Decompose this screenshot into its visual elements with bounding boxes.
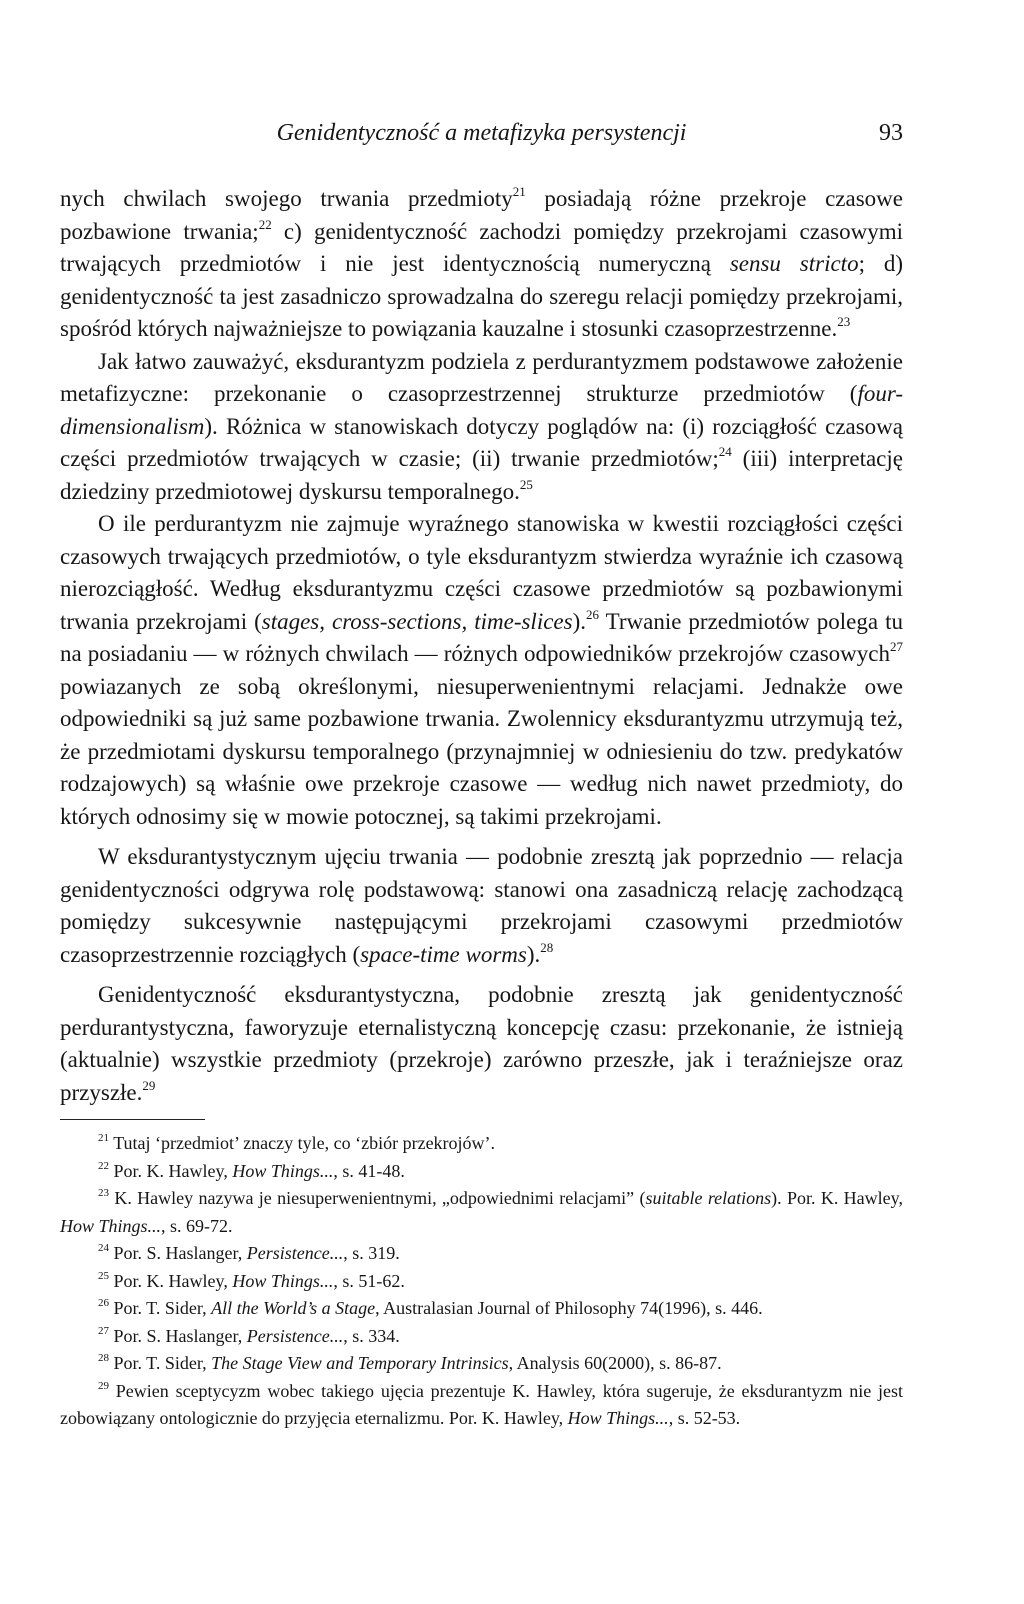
footnote-text: , s. 334.: [343, 1325, 400, 1346]
footnote-number: 21: [98, 1132, 109, 1144]
footnote-title: How Things...: [60, 1215, 162, 1236]
footnote-text: Por. S. Haslanger,: [113, 1243, 247, 1263]
footnote-title: All the World’s a Stage: [211, 1298, 376, 1318]
footnote-text: Por. T. Sider,: [113, 1298, 212, 1318]
footnote-divider: [60, 1119, 205, 1120]
footnote-text: ). Por. K. Hawley,: [771, 1188, 903, 1208]
paragraph-2: [60, 346, 903, 509]
italic-term: space-time worms: [360, 941, 527, 967]
footnote-title: How Things...: [232, 1270, 334, 1291]
footnote-26: [60, 1295, 903, 1323]
text-run: ; d) genidentyczność ta jest zasadniczo sprowadzalna do szeregu relacji pomiędzy przekrojami, spośród których najważniejsze to powiązania kauzalne i stosunki czasoprzestrzenne.: [60, 251, 903, 341]
paragraph-5: [60, 979, 903, 1109]
text-run: Genidentyczność eksdurantystyczna, podobnie zresztą jak genidentyczność perdurantystyczna, faworyzuje eternalistyczną koncepcję czasu: przekonanie, że istnieją (aktualnie) wszystkie przedmioty (przekroje) zarówno przeszłe, jak i teraźniejsze oraz przyszłe.: [60, 982, 903, 1105]
footnote-27: [60, 1323, 903, 1351]
page-number: 93: [879, 120, 903, 146]
text-run: Jak łatwo zauważyć, eksdurantyzm podziela z perdurantyzmem podstawowe założenie metafizyczne: przekonanie o czasoprzestrzennej strukturze przedmiotów (: [60, 348, 903, 406]
text-run: Trwanie przedmiotów polega tu na posiadaniu — w różnych chwilach — różnych odpowiedników przekrojów czasowych: [60, 608, 903, 666]
text-run: (iii) interpretację dziedziny przedmiotowej dyskursu temporalnego.: [60, 446, 903, 504]
footnote-title: How Things...: [567, 1408, 669, 1428]
footnote-23: [60, 1185, 903, 1240]
footnote-number: 28: [98, 1352, 109, 1364]
text-run: c) genidentyczność zachodzi pomiędzy przekrojami czasowymi trwających przedmiotów i nie jest identycznością numeryczną: [60, 218, 903, 276]
footnote-number: 23: [98, 1187, 109, 1199]
footnote-text: Por. S. Haslanger,: [113, 1325, 247, 1346]
text-run: nych chwilach swojego trwania przedmioty: [60, 186, 513, 211]
footnote-number: 22: [98, 1159, 109, 1172]
footnote-28: [60, 1350, 903, 1378]
footnote-22: [60, 1158, 903, 1186]
footnote-ref[interactable]: 24: [718, 444, 732, 459]
footnote-title: suitable relations: [645, 1188, 772, 1208]
footnote-title: The Stage View and Temporary Intrinsics: [211, 1353, 509, 1373]
footnote-24: [60, 1240, 903, 1268]
footnote-text: Tutaj ‘przedmiot’ znaczy tyle, co ‘zbiór przekrojów’.: [113, 1133, 496, 1153]
text-run: W eksdurantystycznym ujęciu trwania — podobnie zresztą jak poprzednio — relacja genidentyczności odgrywa rolę podstawową: stanowi ona zasadniczą relację zachodzącą pomiędzy sukcesywnie następującymi przekrojami czasowymi przedmiotów czasoprzestrzennie rozciągłych (: [60, 844, 903, 967]
footnotes: [60, 1130, 903, 1433]
footnote-text: Por. T. Sider,: [113, 1353, 212, 1373]
text-run: ).: [526, 941, 541, 967]
text-run: ). Różnica w stanowiskach dotyczy poglądów na: (i) rozciągłość czasową części przedmiotów trwających w czasie; (ii) trwanie przedmiotów;: [60, 413, 903, 471]
footnote-ref[interactable]: 22: [258, 216, 272, 232]
footnote-ref[interactable]: 26: [586, 606, 600, 622]
text-run: powiazanych ze sobą określonymi, niesuperwenientnymi relacjami. Jednakże owe odpowiedniki są już same pozbawione trwania. Zwolennicy eksdurantyzmu utrzymują też, że przedmiotami dyskursu temporalnego (przynajmniej w odniesieniu do tzw. predykatów rodzajowych) są właśnie owe przekroje czasowe — według nich nawet przedmioty, do których odnosimy się w mowie potocznej, są takimi przekrojami.: [60, 673, 903, 829]
footnote-text: , s. 41-48.: [333, 1160, 405, 1181]
footnote-title: How Things...: [232, 1160, 334, 1181]
footnote-ref[interactable]: 23: [837, 314, 851, 329]
footnote-ref[interactable]: 29: [142, 1077, 156, 1093]
page-header: [60, 118, 903, 148]
footnote-number: 27: [98, 1324, 109, 1337]
footnote-25: [60, 1268, 903, 1296]
footnote-text: , s. 52-53.: [668, 1408, 741, 1428]
footnote-number: 29: [98, 1379, 109, 1392]
footnote-ref[interactable]: 28: [540, 939, 554, 955]
footnote-ref[interactable]: 27: [890, 639, 903, 654]
text-run: ).: [572, 608, 587, 634]
footnote-text: Pewien sceptycyzm wobec takiego ujęcia prezentuje K. Hawley, która sugeruje, że eksdurantyzm nie jest zobowiązany ontologicznie do przyjęcia eternalizmu. Por. K. Hawley,: [60, 1380, 904, 1428]
italic-term: stages, cross-sections, time-slices: [261, 608, 573, 634]
footnote-text: , s. 319.: [343, 1243, 400, 1263]
footnote-text: Por. K. Hawley,: [113, 1270, 233, 1291]
footnote-ref[interactable]: 21: [512, 184, 526, 199]
italic-term: four-dimensionalism: [60, 381, 903, 439]
text-run: posiadają różne przekroje czasowe pozbawione trwania;: [60, 186, 903, 244]
paragraph-1: [60, 183, 903, 346]
footnote-number: 24: [98, 1242, 109, 1254]
footnote-text: Por. K. Hawley,: [113, 1160, 233, 1181]
footnote-text: , Analysis 60(2000), s. 86-87.: [508, 1353, 722, 1373]
footnote-text: K. Hawley nazywa je niesuperwenientnymi, „odpowiednimi relacjami” (: [114, 1188, 646, 1208]
footnote-title: Persistence...: [246, 1243, 344, 1263]
footnote-text: , s. 51-62.: [333, 1270, 405, 1291]
paragraph-3: [60, 508, 903, 833]
paragraph-4: [60, 841, 903, 971]
footnote-number: 25: [98, 1269, 109, 1282]
footnote-text: , Australasian Journal of Philosophy 74(1996), s. 446.: [375, 1298, 763, 1318]
main-text: [60, 183, 903, 1109]
footnote-21: [60, 1130, 903, 1158]
footnote-title: Persistence...: [246, 1325, 344, 1346]
footnote-text: , s. 69-72.: [161, 1215, 233, 1236]
italic-term: sensu stricto: [729, 251, 859, 276]
text-run: O ile perdurantyzm nie zajmuje wyraźnego stanowiska w kwestii rozciągłości części czasowych trwających przedmiotów, o tyle eksdurantyzm stwierdza wyraźnie ich czasową nierozciągłość. Według eksdurantyzmu części czasowe przedmiotów są pozbawionymi trwania przekrojami (: [60, 511, 903, 634]
footnote-ref[interactable]: 25: [519, 476, 533, 492]
running-title: Genidentyczność a metafizyka persystencji: [276, 120, 687, 146]
footnote-29: [60, 1378, 903, 1433]
footnote-number: 26: [98, 1297, 109, 1309]
